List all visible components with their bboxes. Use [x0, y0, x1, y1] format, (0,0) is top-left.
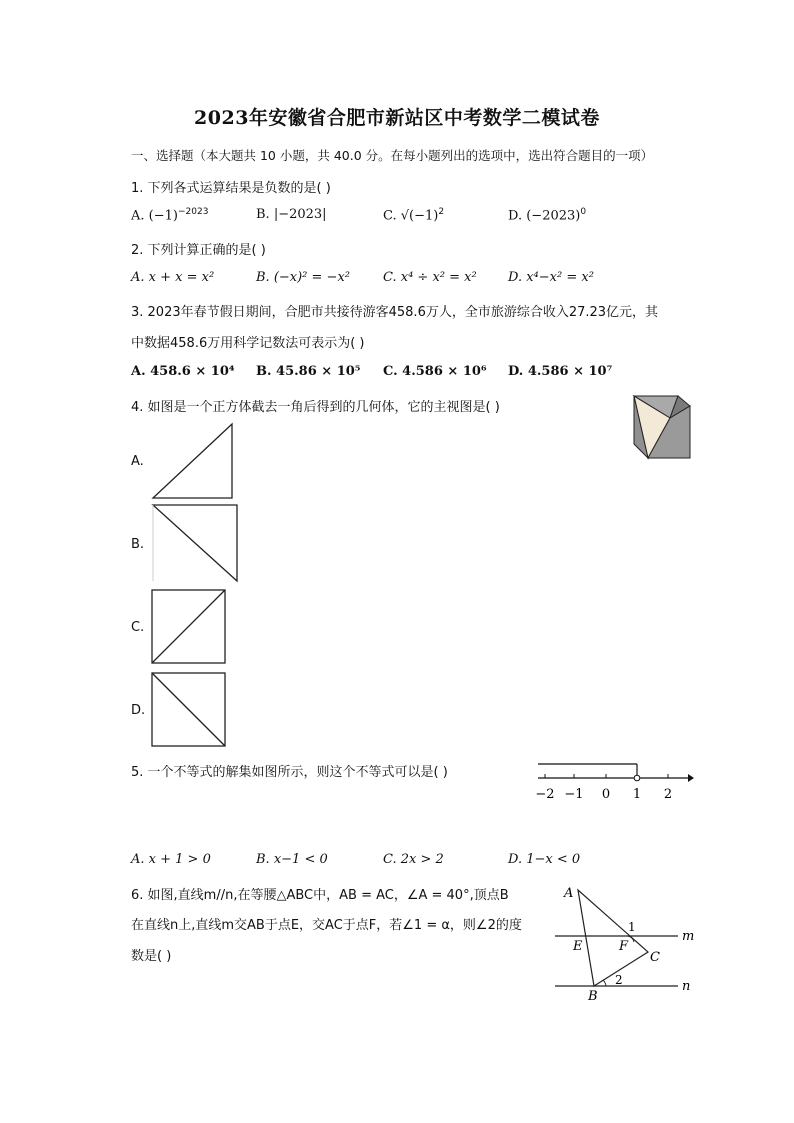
q5-option-d: D. 1−x < 0	[508, 852, 581, 867]
q4-option-c-label: C.	[131, 620, 145, 635]
label-angle-2: 2	[615, 973, 623, 987]
label-F: F	[619, 939, 629, 954]
q3-stem-line1: 3. 2023年春节假日期间，合肥市共接待游客458.6万人，全市旅游综合收入27.23亿元，其	[131, 305, 659, 320]
q1-c-sup: 2	[438, 207, 445, 217]
q1-d-sup: 0	[580, 207, 587, 217]
page-title: 2023年安徽省合肥市新站区中考数学二模试卷	[194, 107, 600, 129]
label-A: A	[564, 886, 574, 901]
q5-option-a: A. x + 1 > 0	[131, 852, 211, 867]
q4-stem: 4. 如图是一个正方体截去一角后得到的几何体，它的主视图是( )	[131, 400, 500, 415]
q3-option-b: B. 45.86 × 10⁵	[256, 364, 361, 379]
q4-option-b-label: B.	[131, 537, 145, 552]
tick-label-neg2: −2	[535, 787, 555, 802]
q6-stem-line1: 6. 如图,直线m//n,在等腰△ABC中，AB = AC，∠A = 40°,顶点B	[131, 888, 509, 903]
label-m: m	[682, 929, 695, 944]
q1-option-c	[383, 207, 444, 223]
q4-option-c-figure	[150, 588, 228, 666]
triangle-abc	[578, 890, 648, 986]
q2-option-a: A. x + x = x²	[131, 270, 215, 285]
q1-a-text: A. (−1)	[131, 208, 178, 224]
q2-stem: 2. 下列计算正确的是( )	[131, 243, 266, 258]
angle-2-arc	[603, 980, 606, 986]
label-C: C	[650, 950, 660, 965]
section-heading: 一、选择题（本大题共 10 小题，共 40.0 分。在每小题列出的选项中，选出符合题目的一项）	[131, 148, 654, 163]
q1-c-text: C. √(−1)	[383, 208, 439, 224]
q1-option-b: B. |−2023|	[256, 207, 327, 222]
label-n: n	[682, 979, 691, 994]
q2-option-b: B. (−x)² = −x²	[256, 270, 350, 285]
q4-option-a-figure	[150, 422, 238, 502]
q5-stem: 5. 一个不等式的解集如图所示，则这个不等式可以是( )	[131, 765, 448, 780]
q2-option-c: C. x⁴ ÷ x² = x²	[383, 270, 477, 285]
q3-option-d: D. 4.586 × 10⁷	[508, 364, 613, 379]
open-circle	[634, 775, 640, 781]
q4-option-b-figure	[150, 503, 242, 585]
tick-label-2: 2	[663, 787, 673, 802]
tick-label-neg1: −1	[564, 787, 584, 802]
q1-d-text: D. (−2023)	[508, 208, 581, 224]
triangle-shape	[153, 505, 237, 581]
q2-option-d: D. x⁴−x² = x²	[508, 270, 594, 285]
q3-option-c: C. 4.586 × 10⁶	[383, 364, 487, 379]
diagonal-line	[152, 673, 225, 746]
q5-option-c: C. 2x > 2	[383, 852, 444, 867]
q1-a-sup: −2023	[177, 207, 209, 217]
triangle-parallel-lines-figure	[550, 878, 700, 1004]
q4-option-d-figure	[150, 671, 228, 749]
tick-label-0: 0	[601, 787, 611, 802]
tick-label-1: 1	[632, 787, 642, 802]
cube-figure	[628, 390, 694, 464]
diagonal-line	[152, 590, 225, 663]
q1-option-a	[131, 207, 208, 223]
q5-option-b: B. x−1 < 0	[256, 852, 328, 867]
q3-option-a: A. 458.6 × 10⁴	[131, 364, 235, 379]
q1-option-d	[508, 207, 586, 223]
label-E: E	[573, 939, 583, 954]
q6-stem-line2: 在直线n上,直线m交AB于点E，交AC于点F，若∠1 = α，则∠2的度	[131, 918, 522, 933]
angle-1-arc	[628, 936, 634, 942]
label-B: B	[588, 989, 598, 1004]
number-line	[530, 754, 696, 804]
label-angle-1: 1	[628, 920, 636, 934]
q4-option-a-label: A.	[131, 454, 144, 469]
q6-stem-line3: 数是( )	[131, 949, 172, 964]
q1-stem: 1. 下列各式运算结果是负数的是( )	[131, 181, 331, 196]
triangle-shape	[153, 424, 232, 498]
q4-option-d-label: D.	[131, 703, 146, 718]
number-line-arrow	[688, 774, 694, 782]
q3-stem-line2: 中数据458.6万用科学记数法可表示为( )	[131, 336, 365, 351]
